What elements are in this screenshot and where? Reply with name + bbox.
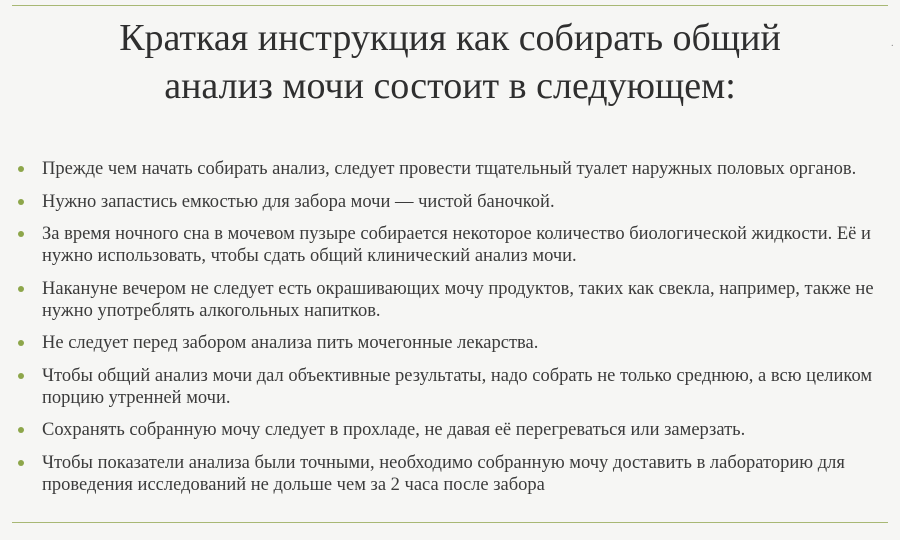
bullet-dot-icon [18, 427, 24, 433]
list-item-text: Не следует перед забором анализа пить мочегонные лекарства. [42, 333, 539, 353]
bullet-dot-icon [18, 373, 24, 379]
bullet-list [16, 158, 886, 506]
list-item-text: Нужно запастись емкостью для забора мочи — чистой баночкой. [42, 191, 555, 212]
bullet-dot-icon [18, 340, 24, 346]
list-item [16, 332, 886, 354]
bullet-dot-icon [18, 286, 24, 292]
list-item [16, 223, 886, 267]
list-item [16, 452, 886, 496]
list-item [16, 365, 886, 409]
bottom-rule [12, 522, 888, 523]
list-item [16, 419, 886, 441]
top-rule [12, 5, 888, 6]
bullet-dot-icon [18, 166, 24, 172]
bullet-dot-icon [18, 460, 24, 466]
list-item [16, 158, 886, 180]
title-line-1: Краткая инструкция как собирать общий [119, 17, 781, 59]
list-item-text: Накануне вечером не следует есть окрашивающих мочу продуктов, таких как свекла, например, также не нужно употреблять алкогольных напитков. [42, 278, 874, 321]
list-item-text: Прежде чем начать собирать анализ, следует провести тщательный туалет наружных половых органов. [42, 159, 857, 179]
side-mark: · [890, 41, 894, 52]
list-item-text: Сохранять собранную мочу следует в прохладе, не давая её перегреваться или замерзать. [42, 420, 746, 440]
list-item [16, 191, 886, 213]
slide-title [0, 14, 900, 110]
bullet-dot-icon [18, 199, 24, 205]
list-item-text: Чтобы общий анализ мочи дал объективные результаты, надо собрать не только среднюю, а всю целиком порцию утренней мочи. [42, 365, 873, 408]
list-item [16, 278, 886, 322]
list-item-text: За время ночного сна в мочевом пузыре собирается некоторое количество биологической жидкости. Её и нужно использовать, чтобы сдать общий клинический анализ мочи. [42, 224, 871, 266]
list-item-text: Чтобы показатели анализа были точными, необходимо собранную мочу доставить в лабораторию для проведения исследований не дольше чем за 2 часа после забора [42, 452, 845, 495]
bullet-dot-icon [18, 231, 24, 237]
title-line-2: анализ мочи состоит в следующем: [164, 65, 736, 107]
